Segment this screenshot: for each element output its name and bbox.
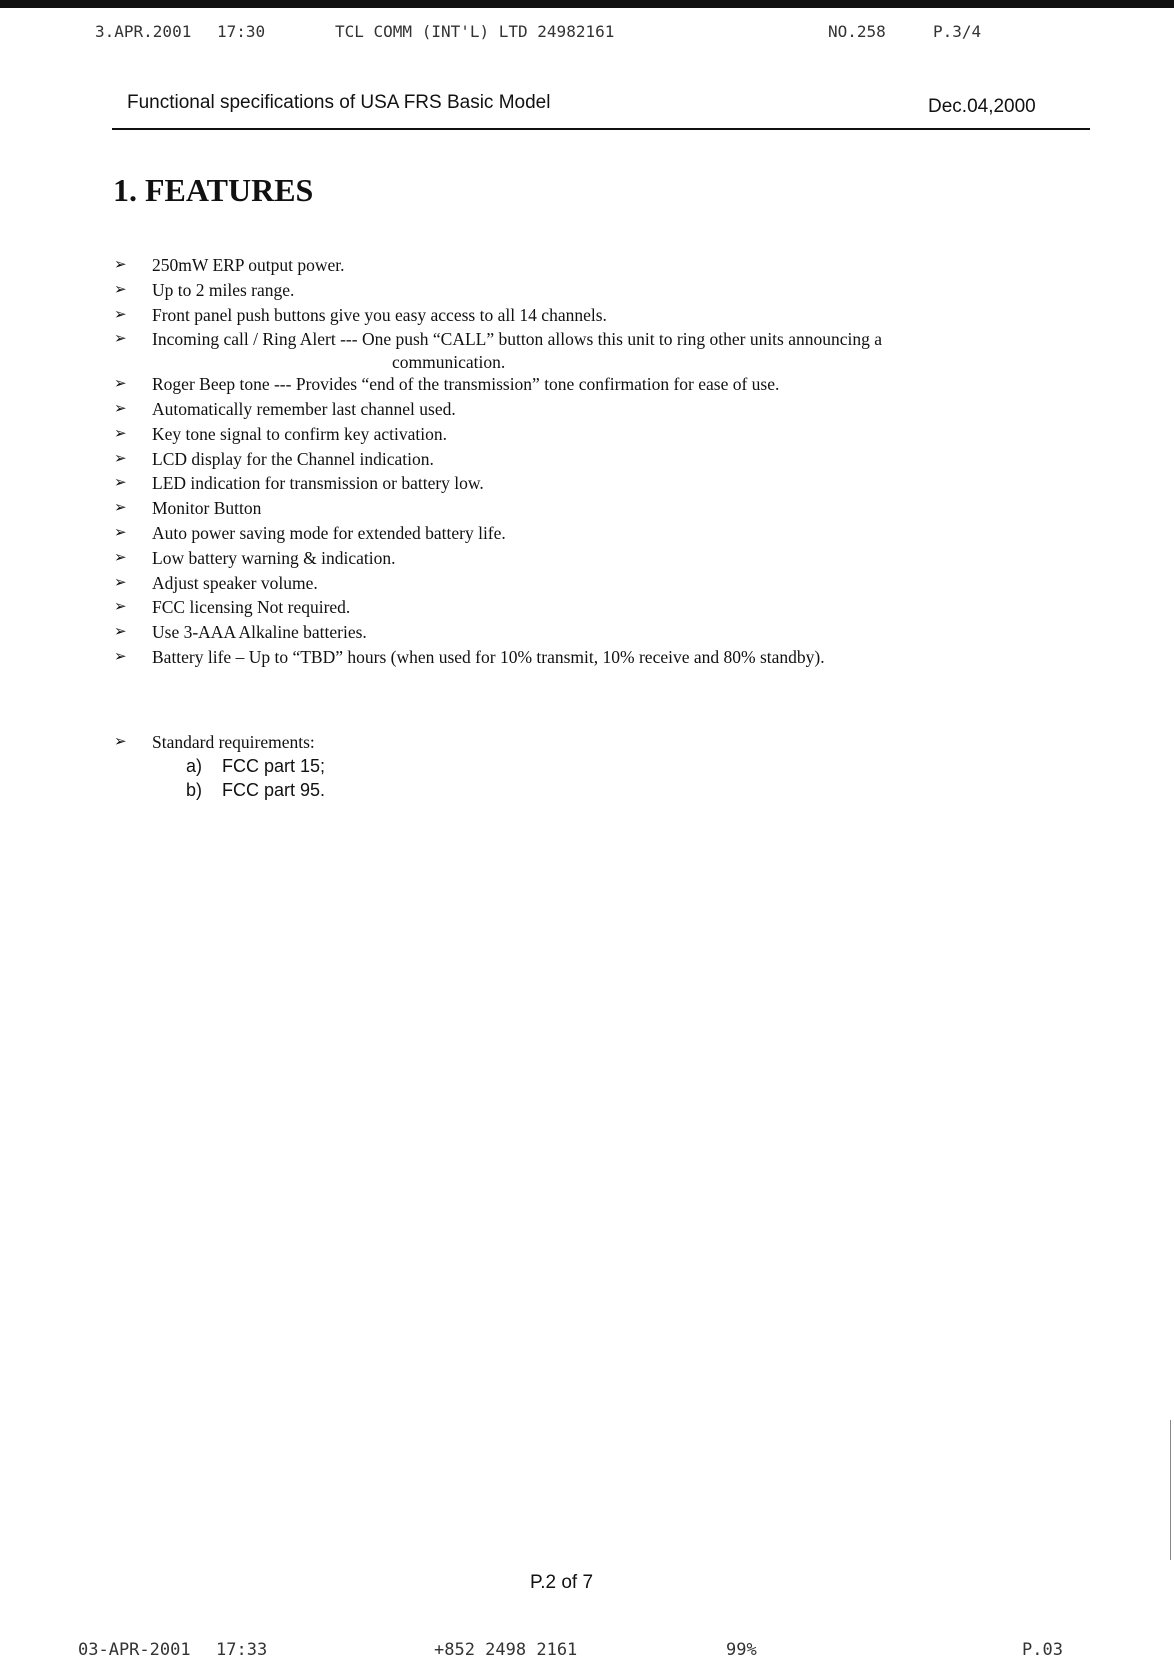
fax-footer-date: 03-APR-2001 <box>78 1640 191 1660</box>
arrow-bullet-icon: ➢ <box>114 500 127 517</box>
feature-item <box>110 422 1010 447</box>
feature-text: Battery life – Up to “TBD” hours (when used for 10% transmit, 10% receive and 80% standby). <box>152 646 825 667</box>
arrow-bullet-icon: ➢ <box>114 306 127 323</box>
feature-item <box>110 521 1010 546</box>
section-title: 1. FEATURES <box>113 172 314 208</box>
arrow-bullet-icon: ➢ <box>114 475 127 492</box>
standard-item-text: FCC part 95. <box>222 780 326 800</box>
feature-text: Auto power saving mode for extended battery life. <box>152 522 506 543</box>
feature-item <box>110 303 1010 328</box>
standard-requirements-heading <box>110 730 710 754</box>
fax-footer-page: P.03 <box>1022 1640 1063 1660</box>
feature-text: Roger Beep tone --- Provides “end of the transmission” tone confirmation for ease of use. <box>152 374 780 395</box>
arrow-bullet-icon: ➢ <box>114 599 127 616</box>
feature-item <box>110 645 1010 670</box>
feature-item <box>110 397 1010 422</box>
fax-header-page: P.3/4 <box>933 22 982 41</box>
feature-item <box>110 327 1010 372</box>
arrow-bullet-icon: ➢ <box>114 574 127 591</box>
feature-item <box>110 571 1010 596</box>
standard-requirements <box>110 730 710 802</box>
feature-item <box>110 253 1010 278</box>
arrow-bullet-icon: ➢ <box>114 331 127 348</box>
feature-text: Automatically remember last channel used. <box>152 398 456 419</box>
arrow-bullet-icon: ➢ <box>114 400 127 417</box>
standard-item-marker: b) <box>186 780 203 800</box>
standard-item-marker: a) <box>186 756 203 776</box>
feature-item <box>110 372 1010 397</box>
feature-item <box>110 278 1010 303</box>
feature-text: Incoming call / Ring Alert --- One push “CALL” button allows this unit to ring other units announcing a <box>152 329 883 350</box>
fax-header <box>95 22 1055 44</box>
feature-text: Use 3-AAA Alkaline batteries. <box>152 622 367 643</box>
feature-list <box>110 253 1010 670</box>
document-header-title: Functional specifications of USA FRS Basic Model <box>127 92 551 113</box>
fax-header-number: NO.258 <box>828 22 886 41</box>
scan-edge-line <box>1170 1420 1171 1560</box>
feature-text: FCC licensing Not required. <box>152 597 351 618</box>
fax-footer-time: 17:33 <box>216 1640 268 1660</box>
feature-text: 250mW ERP output power. <box>152 255 345 275</box>
feature-text: Key tone signal to confirm key activation. <box>152 423 447 444</box>
feature-text: Monitor Button <box>152 498 262 519</box>
arrow-bullet-icon: ➢ <box>114 257 127 273</box>
arrow-bullet-icon: ➢ <box>114 450 127 467</box>
arrow-bullet-icon: ➢ <box>114 734 127 750</box>
arrow-bullet-icon: ➢ <box>114 624 127 641</box>
feature-text: Up to 2 miles range. <box>152 279 295 300</box>
header-rule <box>112 128 1090 130</box>
fax-header-sender: TCL COMM (INT'L) LTD 24982161 <box>335 22 615 41</box>
standard-item <box>110 778 710 802</box>
arrow-bullet-icon: ➢ <box>114 425 127 442</box>
feature-item <box>110 447 1010 472</box>
feature-text-continued: communication. <box>392 352 506 373</box>
feature-item <box>110 546 1010 571</box>
arrow-bullet-icon: ➢ <box>114 524 127 541</box>
arrow-bullet-icon: ➢ <box>114 648 127 665</box>
page-number: P.2 of 7 <box>530 1572 594 1593</box>
arrow-bullet-icon: ➢ <box>114 376 127 393</box>
standard-item <box>110 754 710 778</box>
feature-item <box>110 496 1010 521</box>
standard-item-text: FCC part 15; <box>222 756 326 776</box>
fax-header-time: 17:30 <box>217 22 266 41</box>
feature-item <box>110 471 1010 496</box>
feature-item <box>110 595 1010 620</box>
feature-text: Front panel push buttons give you easy access to all 14 channels. <box>152 304 607 325</box>
fax-footer-phone: +852 2498 2161 <box>434 1640 578 1660</box>
arrow-bullet-icon: ➢ <box>114 281 127 298</box>
feature-text: Adjust speaker volume. <box>152 572 318 593</box>
feature-item <box>110 620 1010 645</box>
fax-footer <box>78 1640 1078 1660</box>
feature-text: Low battery warning & indication. <box>152 547 396 568</box>
arrow-bullet-icon: ➢ <box>114 549 127 566</box>
standard-heading-text: Standard requirements: <box>152 732 315 752</box>
fax-top-bar <box>0 0 1174 8</box>
fax-footer-percent: 99% <box>726 1640 757 1660</box>
document-header-date: Dec.04,2000 <box>928 96 1036 117</box>
standard-list <box>110 754 710 802</box>
feature-text: LED indication for transmission or battery low. <box>152 473 484 494</box>
fax-header-date: 3.APR.2001 <box>95 22 192 41</box>
feature-text: LCD display for the Channel indication. <box>152 448 434 469</box>
